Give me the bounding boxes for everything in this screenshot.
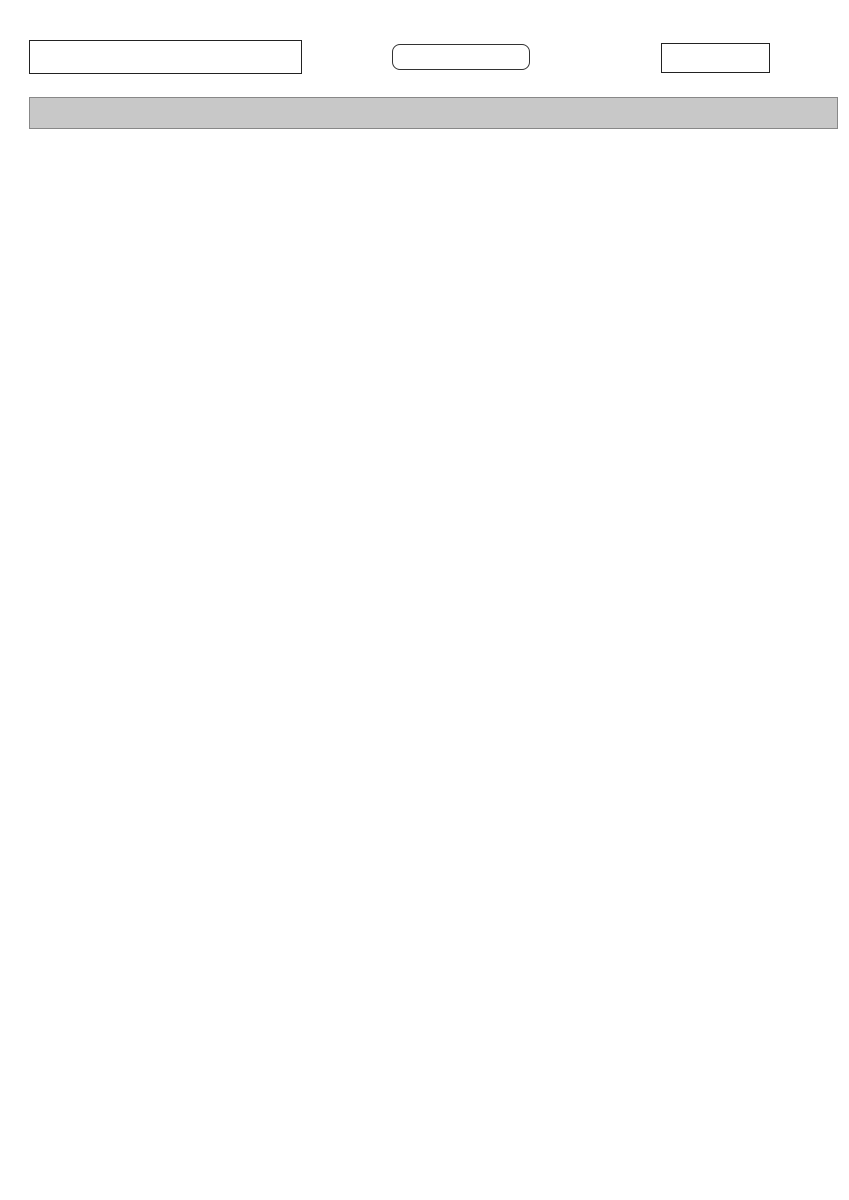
- page-title: [29, 40, 302, 74]
- date-range: [337, 74, 491, 89]
- week-label: [661, 43, 770, 73]
- document-title: [392, 44, 530, 70]
- day-header: [29, 97, 838, 129]
- menu-table: [29, 96, 838, 129]
